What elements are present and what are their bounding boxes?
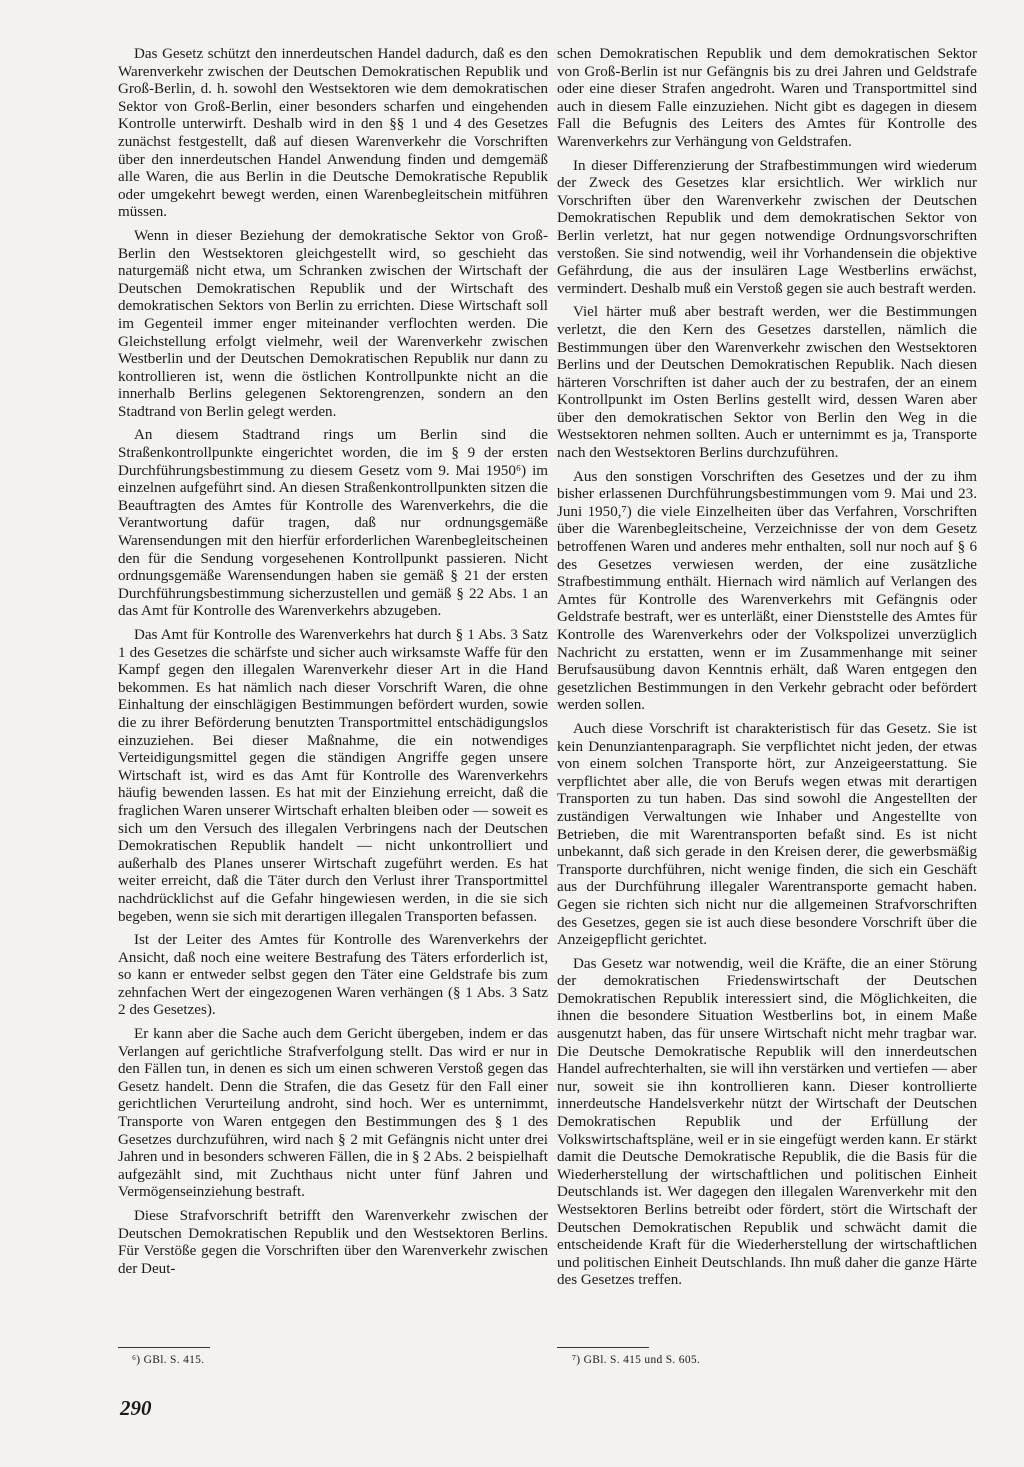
page-number: 290 [120, 1396, 152, 1420]
paragraph: Diese Strafvorschrift betrifft den Warenverkehr zwischen der Deutschen Demokratischen Republik und den Westsektoren Berlins. Für Verstöße gegen die Vorschriften über den Warenverkehr zwischen der Deut- [118, 1208, 548, 1277]
footnote-left: ⁶) GBl. S. 415. [132, 1354, 205, 1366]
footnote-right: ⁷) GBl. S. 415 und S. 605. [572, 1354, 701, 1366]
paragraph: schen Demokratischen Republik und dem demokratischen Sektor von Groß-Berlin ist nur Gefängnis bis zu drei Jahren und Geldstrafe oder eine dieser Strafen angedroht. Waren und Transportmittel sind auch in diesem Falle einzuziehen. Nicht gibt es dagegen in diesem Fall die Befugnis des Leiters des Amtes für Kontrolle des Warenverkehrs zur Verhängung von Geldstrafen. [557, 46, 977, 150]
paragraph: Wenn in dieser Beziehung der demokratische Sektor von Groß-Berlin den Westsektoren gleichgestellt wird, so geschieht das naturgemäß nicht etwa, um Schranken zwischen der Wirtschaft der Deutschen Demokratischen Republik und der Wirtschaft des demokratischen Sektors von Berlin zu errichten. Diese Wirtschaft soll im Gegenteil immer enger miteinander verflochten werden. Die Gleichstellung erfolgt vielmehr, weil der Warenverkehr zwischen Westberlin und der Deutschen Demokratischen Republik nur dann zu kontrollieren ist, wenn die östlichen Kontrollpunkte nicht an die innerhalb Berlins gelegenen Sektorengrenzen, sondern an den Stadtrand von Berlin gelegt werden. [118, 227, 548, 420]
paragraph: Er kann aber die Sache auch dem Gericht übergeben, indem er das Verlangen auf gerichtliche Strafverfolgung stellt. Das wird er nur in den Fällen tun, in denen es sich um einen schweren Verstoß gegen das Gesetz handelt. Denn die Strafen, die das Gesetz für den Fall einer gerichtlichen Verurteilung androht, sind hoch. Wer es unternimmt, Transporte von Waren entgegen den Bestimmungen des § 1 des Gesetzes durchzuführen, wird nach § 2 mit Gefängnis nicht unter drei Jahren und in besonders schweren Fällen, die in § 2 Abs. 2 beispielhaft aufgezählt sind, mit Zuchthaus nicht unter fünf Jahren und Vermögenseinziehung bestraft. [118, 1026, 548, 1201]
paragraph: Ist der Leiter des Amtes für Kontrolle des Warenverkehrs der Ansicht, daß noch eine weitere Bestrafung des Täters erforderlich ist, so kann er entweder selbst gegen den Täter eine Geldstrafe bis zum zehnfachen Wert der eingezogenen Waren verhängen (§ 1 Abs. 3 Satz 2 des Gesetzes). [118, 932, 548, 1019]
paragraph: Das Gesetz war notwendig, weil die Kräfte, die an einer Störung der demokratischen Friedenswirtschaft der Deutschen Demokratischen Republik interessiert sind, die Möglichkeiten, die ihnen die besondere Situation Westberlins bot, in einem Maße ausgenutzt haben, das für unsere Wirtschaft nicht mehr tragbar war. Die Deutsche Demokratische Republik will den innerdeutschen Handel aufrechterhalten, sie will ihn verstärken und vertiefen — aber nur, soweit sie ihn kontrollieren kann. Dieser kontrollierte innerdeutsche Handelsverkehr nützt der Wirtschaft der Deutschen Demokratischen Republik und der Erfüllung der Volkswirtschaftspläne, weil er in sie eingefügt werden kann. Er stärkt damit die Deutsche Demokratische Republik, die die Basis für die Wiederherstellung der wirtschaftlichen und politischen Einheit Deutschlands ist. Wer dagegen den illegalen Warenverkehr mit den Westsektoren Berlins betreibt oder fördert, stört die Wirtschaft der Deutschen Demokratischen Republik und schwächt damit die entscheidende Kraft für die Wiederherstellung der wirtschaftlichen und politischen Einheit Deutschlands. Ihn muß daher die ganze Härte des Gesetzes treffen. [557, 955, 977, 1289]
footnote-divider [557, 1347, 649, 1348]
paragraph: Viel härter muß aber bestraft werden, wer die Bestimmungen verletzt, die den Kern des Gesetzes darstellen, nämlich die Bestimmungen über den Warenverkehr zwischen den Westsektoren Berlins und der Deutschen Demokratischen Republik. Nach diesen härteren Vorschriften ist daher auch der zu bestrafen, der an einem Kontrollpunkt im Osten Berlins gestellt wird, dessen Waren aber über den demokratischen Sektor von Berlin den Weg in die Westsektoren nehmen sollten. Auch er unternimmt es ja, Transporte nach den Westsektoren Berlins durchzuführen. [557, 304, 977, 462]
paragraph: In dieser Differenzierung der Strafbestimmungen wird wiederum der Zweck des Gesetzes klar ersichtlich. Wer wirklich nur Vorschriften über den Warenverkehr zwischen der Deutschen Demokratischen Republik und dem demokratischen Sektor von Berlin verletzt, hat nur gegen notwendige Ordnungsvorschriften verstoßen. Sie sind notwendig, weil ihr Vorhandensein die objektive Gefährdung, die aus der insulären Lage Westberlins erwächst, vermindert. Deshalb muß ein Verstoß gegen sie auch bestraft werden. [557, 157, 977, 297]
paragraph: Aus den sonstigen Vorschriften des Gesetzes und der zu ihm bisher erlassenen Durchführungsbestimmungen vom 9. Mai und 23. Juni 1950,⁷) die viele Einzelheiten über das Verfahren, Vorschriften über die Warenbegleitscheine, Verzeichnisse der von dem Gesetz betroffenen Waren und anderes mehr enthalten, soll nur noch auf § 6 des Gesetzes verwiesen werden, der eine zusätzliche Strafbestimmung enthält. Hiernach wird nämlich auf Verlangen des Amtes für Kontrolle des Warenverkehrs mit Gefängnis oder Geldstrafe bestraft, wer es unterläßt, einer Dienststelle des Amtes für Kontrolle des Warenverkehrs oder der Volkspolizei unverzüglich Nachricht zu erstatten, wenn er im Zusammenhange mit seiner Berufsausübung davon Kenntnis erhält, daß Waren entgegen den gesetzlichen Bestimmungen in den Verkehr gebracht oder befördert werden sollen. [557, 468, 977, 714]
right-text-column [557, 46, 977, 1296]
paragraph: An diesem Stadtrand rings um Berlin sind die Straßenkontrollpunkte eingerichtet worden, die im § 9 der ersten Durchführungsbestimmung zu diesem Gesetz vom 9. Mai 1950⁶) im einzelnen aufgeführt sind. An diesen Straßenkontrollpunkten sitzen die Beauftragten des Amtes für Kontrolle des Warenverkehrs, die die Verantwortung dafür tragen, daß nur ordnungsgemäße Warensendungen mit den hierfür erforderlichen Warenbegleitscheinen den für die Sendung vorgesehenen Kontrollpunkt passieren. Nicht ordnungsgemäße Warensendungen haben sie gemäß § 21 der ersten Durchführungsbestimmung sicherzustellen und gemäß § 22 Abs. 1 an das Amt für Kontrolle des Warenverkehrs abzugeben. [118, 427, 548, 620]
footnote-divider [118, 1347, 210, 1348]
left-text-column [118, 46, 548, 1284]
paragraph: Auch diese Vorschrift ist charakteristisch für das Gesetz. Sie ist kein Denunziantenparagraph. Sie verpflichtet nicht jeden, der etwas von einem solchen Transporte hört, zur Anzeigeerstattung. Sie verpflichtet aber alle, die von Berufs wegen etwas mit derartigen Transporten zu tun haben. Das sind sowohl die Angestellten der zuständigen Verwaltungen wie Inhaber und Angestellte von Betrieben, die mit Warentransporten befaßt sind. Es ist nicht unbekannt, daß sich gerade in den Kreisen derer, die gewerbsmäßig Transporte durchführen, nicht wenige finden, die sich ein Geschäft aus der Durchführung illegaler Warentransporte gemacht haben. Gegen sie richten sich nicht nur die allgemeinen Strafvorschriften des Gesetzes, gegen sie ist auch diese besondere Vorschrift über die Anzeigepflicht gerichtet. [557, 720, 977, 949]
paragraph: Das Amt für Kontrolle des Warenverkehrs hat durch § 1 Abs. 3 Satz 1 des Gesetzes die schärfste und sicher auch wirksamste Waffe für den Kampf gegen den illegalen Warenverkehr dieser Art in die Hand bekommen. Es hat nämlich nach dieser Vorschrift Waren, die ohne Einhaltung der einschlägigen Bestimmungen befördert wurden, sowie die zu ihrer Beförderung benutzten Transportmittel entschädigungslos einzuziehen. Bei dieser Maßnahme, die ein notwendiges Verteidigungsmittel gegen die ständigen Angriffe gegen unsere Wirtschaft ist, wird es das Amt für Kontrolle des Warenverkehrs häufig bewenden lassen. Es hat mit der Einziehung erreicht, daß die fraglichen Waren unserer Wirtschaft erhalten bleiben oder — soweit es sich um den Versuch des illegalen Verbringens nach der Deutschen Demokratischen Republik handelt — nicht unkontrolliert und außerhalb des Planes unserer Wirtschaft zugeführt werden. Es hat weiter erreicht, daß die Täter durch den Verlust ihrer Transportmittel nachdrücklichst auf die Gefahr hingewiesen werden, in die sie sich begeben, wenn sie sich mit derartigen illegalen Transporten befassen. [118, 627, 548, 925]
paragraph: Das Gesetz schützt den innerdeutschen Handel dadurch, daß es den Warenverkehr zwischen der Deutschen Demokratischen Republik und Groß-Berlin, d. h. sowohl den Westsektoren wie dem demokratischen Sektor von Groß-Berlin, einer besonders scharfen und eingehenden Kontrolle unterwirft. Deshalb wird in den §§ 1 und 4 des Gesetzes zunächst festgestellt, daß auf diesen Warenverkehr die Vorschriften über den innerdeutschen Handel Anwendung finden und demgemäß alle Waren, die aus Berlin in die Deutsche Demokratische Republik oder umgekehrt bewegt werden, einen Warenbegleitschein mitführen müssen. [118, 46, 548, 221]
